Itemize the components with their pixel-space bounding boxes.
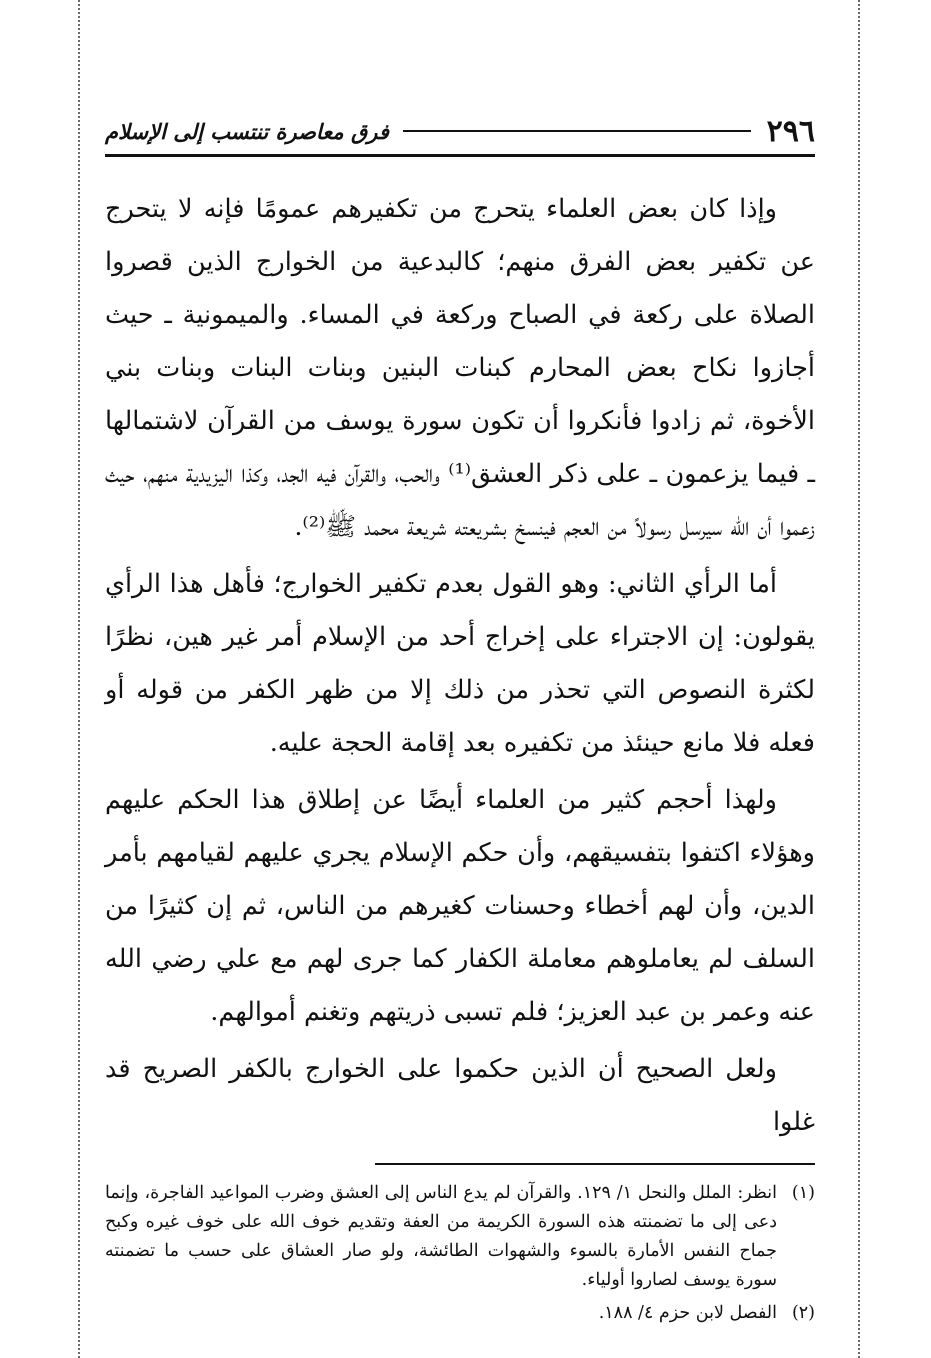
footnotes xyxy=(105,1179,815,1328)
page-header xyxy=(105,108,815,157)
footnote xyxy=(105,1299,815,1328)
body-paragraph: أما الرأي الثاني: وهو القول بعدم تكفير الخوارج؛ فأهل هذا الرأي يقولون: إن الاجتراء على إخراج أحد من الإسلام أمر غير هين، نظرًا لكثرة النصوص التي تحذر من ذلك إلا من ظهر الكفر من قوله أو فعله فلا مانع حينئذ من تكفيره بعد إقامة الحجة عليه. xyxy=(105,569,815,758)
book-page xyxy=(105,108,815,1328)
footnote xyxy=(105,1179,815,1295)
header-rule xyxy=(403,130,751,132)
body-paragraph: وإذا كان بعض العلماء يتحرج من تكفيرهم عمومًا فإنه لا يتحرج عن تكفير بعض الفرق منهم؛ كالبدعية من الخوارج الذين قصروا الصلاة على ركعة في الصباح وركعة في المساء. والميمونية ـ حيث أجازوا نكاح بعض المحارم كبنات البنين وبنات البنات وبنات بني الأخوة، ثم زادوا فأنكروا أن تكون سورة يوسف من القرآن لاشتمالها ـ فيما يزعمون ـ على ذكر العشق⁽¹⁾ والحب، والقرآن فيه الجد، وكذا اليزيدية منهم، حيث زعموا أن الله سيرسل رسولاً من العجم فينسخ بشريعته شريعة محمد ﷺ⁽²⁾. xyxy=(105,194,815,542)
footnote-number: (٢) xyxy=(791,1303,815,1323)
scan-edge-left xyxy=(78,0,80,1358)
footnote-number: (١) xyxy=(791,1183,815,1203)
footnote-divider xyxy=(375,1163,815,1165)
footnote-text: انظر: الملل والنحل ١/ ١٢٩. والقرآن لم يدع الناس إلى العشق وضرب المواعيد الفاجرة، وإنما دعى إلى ما تضمنته هذه السورة الكريمة من العفة وتقديم خوف الله على خوف غيره وكبح جماح النفس الأمارة بالسوء والشهوات الطائشة، ولو صار العشاق على حسب ما تضمنته سورة يوسف لصاروا أولياء. xyxy=(105,1183,777,1290)
body-paragraph: ولهذا أحجم كثير من العلماء أيضًا عن إطلاق هذا الحكم عليهم وهؤلاء اكتفوا بتفسيقهم، وأن حكم الإسلام يجري عليهم لقيامهم بأمر الدين، وأن لهم أخطاء وحسنات كغيرهم من الناس، ثم إن كثيرًا من السلف لم يعاملوهم معاملة الكفار كما جرى لهم مع علي رضي الله عنه وعمر بن عبد العزيز؛ فلم تسبى ذريتهم وتغنم أموالهم. xyxy=(105,785,815,1027)
scan-edge-right xyxy=(858,0,860,1358)
main-text xyxy=(105,183,815,1149)
footnote-text: الفصل لابن حزم ٤/ ١٨٨. xyxy=(598,1303,777,1323)
running-title: فرق معاصرة تنتسب إلى الإسلام xyxy=(105,118,389,144)
body-paragraph: ولعل الصحيح أن الذين حكموا على الخوارج بالكفر الصريح قد غلوا xyxy=(105,1054,815,1137)
page-number: ٢٩٦ xyxy=(766,113,815,149)
